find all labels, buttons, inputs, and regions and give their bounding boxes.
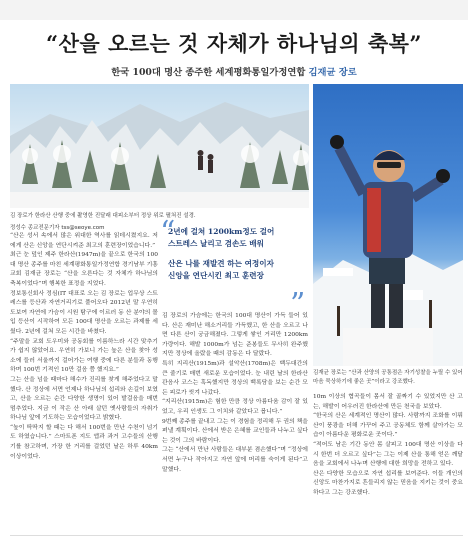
headline: “산을 오르는 것 자체가 하나님의 축복” xyxy=(45,31,422,56)
pull-quote-line-2: 스트레스 날리고 겸손도 배워 xyxy=(168,239,264,248)
paragraph: 그는 산을 넘을 때마다 해수가 진리를 찾게 해주었다고 말했다. 산 정상에 서면 언제나 하나님의 섭리와 손길이 보였고, 산을 오르는 순간 다양한 생명이 있어 발걸음을 매번 멈추었다. 지금 이 작은 산 아래 살던 옛사람들의 자취가 하나님 앞에 기도하는 모습이었다고 밝혔다. xyxy=(10,376,158,422)
photo1-caption: 김 장로가 한라산 산행 중에 촬영한 진달래 대피소부터 정상 위로 펼쳐진 설경. xyxy=(10,213,196,219)
top-band xyxy=(0,0,468,20)
paragraph: “적어도 남은 기간 동안 몸 살피고 100대 명산 이상을 다시 한번 더 오르고 싶다”는 그는 이제 산을 통해 얻은 깨달음을 교회에서 나누며 산행에 대한 희망을 전하고 있다. xyxy=(313,441,463,468)
paragraph: “지리산(1915m)은 험한 만큼 정상 아름다움 감이 잘 있었고, 우리 인생도 그 이치와 같았다고 봅니다.” xyxy=(162,399,308,415)
pull-quote-line-4: 신앙을 연단시킨 최고 훈련장 xyxy=(168,271,264,280)
open-quote-icon: “ xyxy=(160,215,176,250)
paragraph: 산은 다양한 모습으로 자연 섭리를 보여준다. 이들 개인의 신앙도 마찬가지로 흔들리지 않는 믿음을 지키는 것이 중요하다고 그는 강조했다. xyxy=(313,470,463,496)
paragraph: “한국의 산은 세계적인 명산이 많다. 사람까지 조화를 이뤄 산이 풍광을 더해 가꾸어 주고 공동체도 함께 살아가는 모습이 아름다운 평화로운 곳이다.” xyxy=(313,413,463,439)
paragraph: 최근 눈 덮인 제주 한라산(1947m)을 끝으로 한국의 100대 명산 종주를 마친 세계평화통일가정연합 경기남부 기흥교회 김재균 장로는 “산을 오른다는 것 자체가 하나님의 축복이었다”며 행복한 표정을 지었다. xyxy=(10,252,158,287)
snow-mountain-photo xyxy=(10,84,309,208)
close-quote-icon: ” xyxy=(290,287,306,322)
paragraph: 김 장로의 가슴에는 한국의 100대 명산이 가득 들어 있다. 산은 재미난 해소거리들 가득했고, 한 산을 오르고 나면 다른 산이 궁금해졌다. 그렇게 쌓인 거리만 1200km 가량이다. 해발 1000m가 넘는 준봉들도 무사히 완주했지만 정상에 올랐을 때의 감동은 다 달랐다. xyxy=(162,313,308,358)
pull-quote-line-3: 산은 나를 재발견 하는 여정이자 xyxy=(168,259,274,268)
climber-photo xyxy=(313,84,463,366)
paragraph: “높이 딱딱지 할 때는 다 해서 100번을 만난 수천이 넘기도 하였습니다.” 스마트폰 지도 앱과 과거 고수들의 산행기를 참고하며, 가장 한 거리를 걸었던 날은 하루 40km 이상이었다. xyxy=(10,424,158,460)
paragraph: 10m 이상의 협곡들이 몸서 잘 골짜기 수 있었지만 산 고는, 해발이 어우러진 한라산에 만든 천국을 보았다. xyxy=(313,394,463,410)
paragraph: “산은 성서 속에서 많은 위대한 역사를 읽데시켰지요. 저에게 산은 신앙을 연단시켜준 최고의 훈련장이었습니다.” xyxy=(10,233,158,249)
body-column-1 xyxy=(10,232,158,534)
photo2-caption: 김재균 장로는 “산과 산양의 공통점은 자기성찰을 누릴 수 있어 마음 묵상하기에 좋은 곳”이라고 강조했다. xyxy=(313,370,463,385)
bottom-divider xyxy=(10,535,463,536)
climber-illustration xyxy=(313,84,463,366)
paragraph: 그는 “산에서 만난 사람들은 대부분 겸손했다”며 “정상에 서면 누구나 작아지고 자연 앞에 머리를 숙이게 된다”고 말했다. xyxy=(162,447,308,473)
subheadline-name: 김재균 장로 xyxy=(308,67,357,78)
paragraph: “주말을 교회 도우미와 공동회를 이름하느라 시간 맞추기가 쉽지 않았어요. 우연히 가보니 가는 높은 산을 찾아 성소에 들러 서울까지 걸어가는 여행 중에 다른 분들과 동행하며 100번 기적인 10만 걸음 쯤 했지요.” xyxy=(10,338,158,374)
paragraph: 정보통신회사 정심(IT 대표로 오는 김 장로는 업무상 스트레스를 등산과 자연거리기로 풀어오다 2012년 말 우연히 도보여 자연에 가슴이 시원 탐구에 이르러 동 산 분야의 몰입 등산이 시작하여 모든 100대 명산을 오르는 과제를 세웠다. 2년에 걸쳐 모든 시간을 바쳤다. xyxy=(10,290,158,335)
snow-mountain-illustration xyxy=(10,84,309,208)
body-column-3 xyxy=(313,393,463,533)
pull-quote xyxy=(168,226,308,282)
paragraph: 9번째 종주를 끝내고 그는 이 경험을 정리해 두 권의 책을 펴낼 계획이다. 산에서 받은 은혜를 교인들과 나누고 싶다는 것이 그의 바람이다. xyxy=(162,418,308,444)
pull-quote-line-1: 2년에 걸쳐 1200km정도 걸어 xyxy=(168,227,275,236)
subheadline-text: 한국 100대 명산 종주한 세계평화통일가정연합 xyxy=(111,67,309,78)
byline: 정성수 종교전문기자 tss@seoye.com xyxy=(10,225,105,231)
body-column-2 xyxy=(162,312,308,534)
paragraph: 특히 지리산(1915m)과 설악산(1708m)은 백두대간의 큰 줄기로 매번 새로운 모습이었다. 눈 내린 날의 한라산 관음사 코스는 혹독했지만 정상의 백록담을 보는 순간 모든 피로가 씻겨 나갔다. xyxy=(162,360,308,396)
subheadline xyxy=(0,64,468,78)
